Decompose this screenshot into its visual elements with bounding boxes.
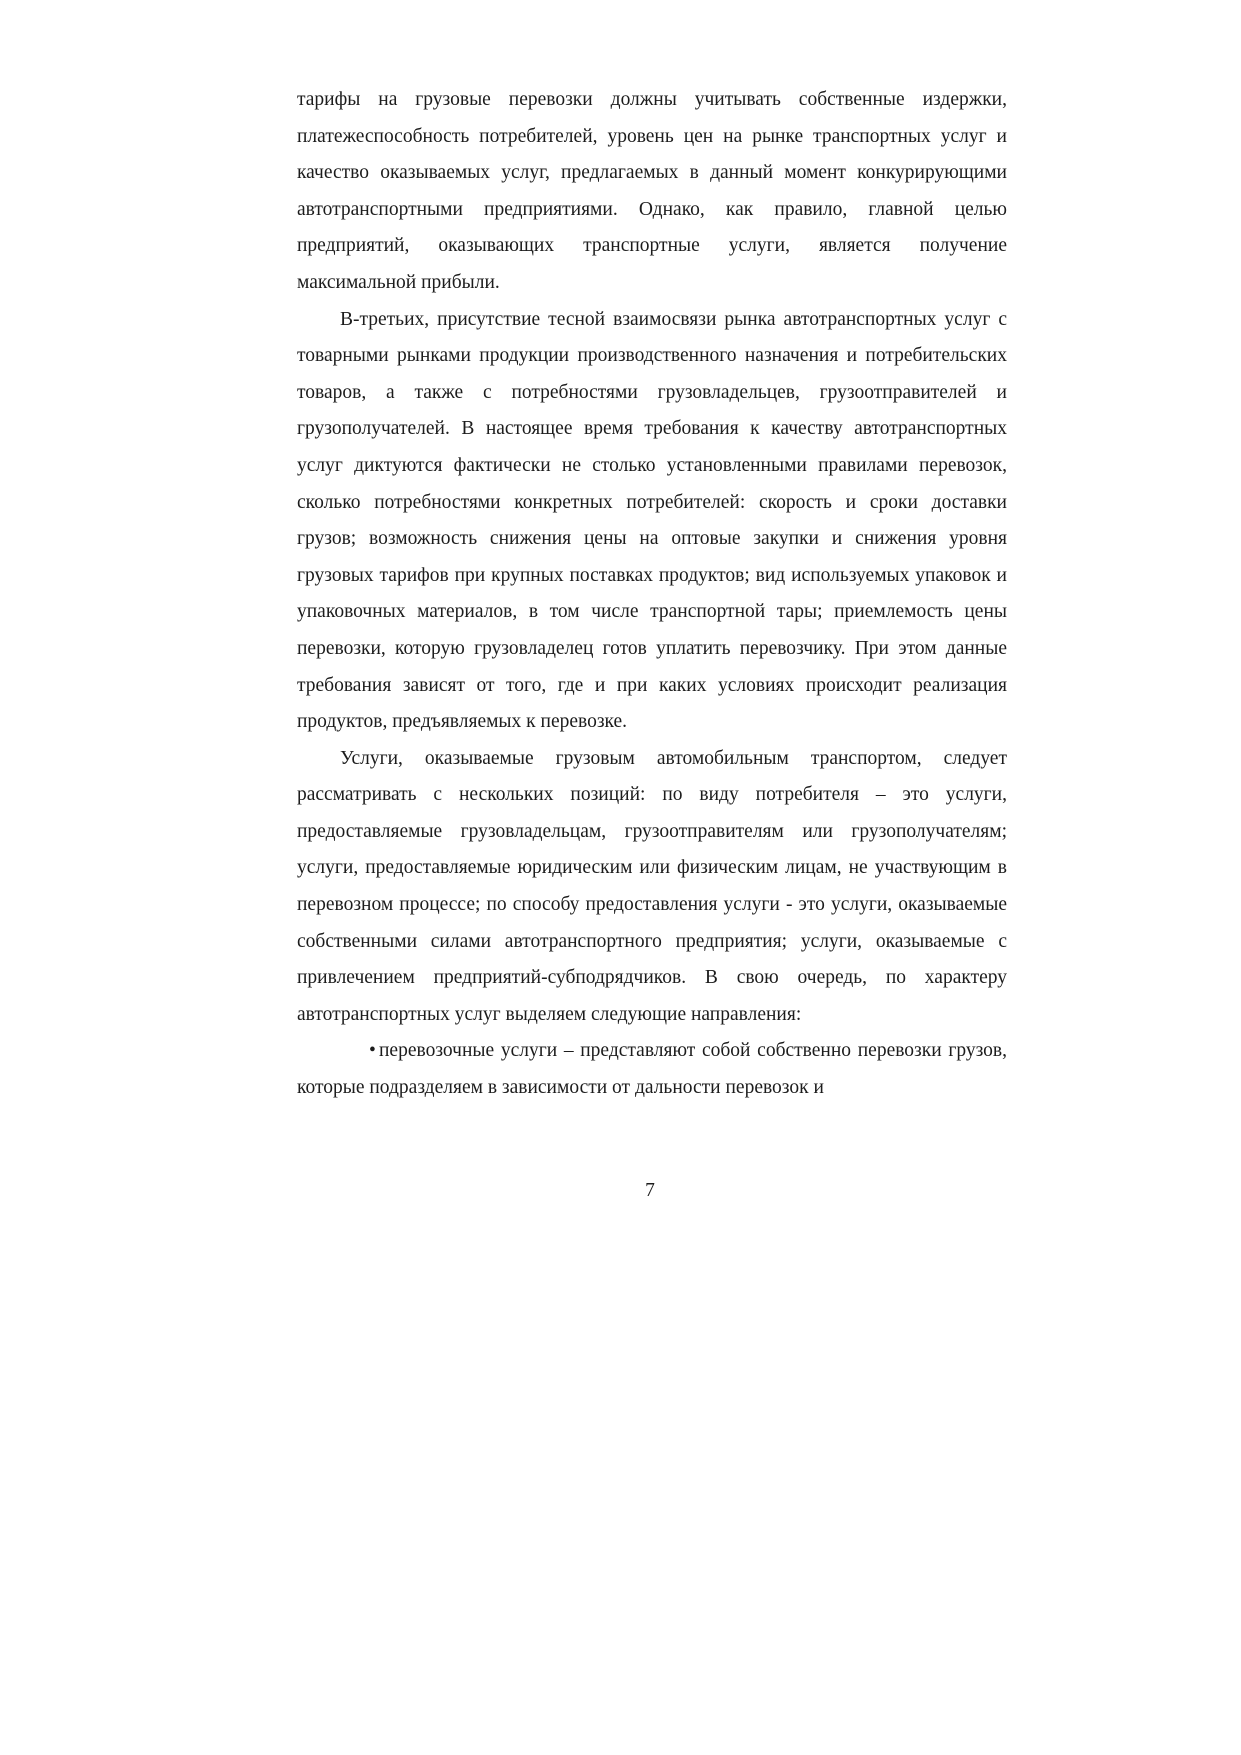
paragraph-third-point: В-третьих, присутствие тесной взаимосвязи рынка автотранспортных услуг с товарными рынками продукции производственного назначения и потребительских товаров, а также с потребностями грузовладельцев, грузоотправителей и грузополучателей. В настоящее время требования к качеству автотранспортных услуг диктуются фактически не столько установленными правилами перевозок, сколько потребностями конкретных потребителей: скорость и сроки доставки грузов; возможность снижения цены на оптовые закупки и снижения уровня грузовых тарифов при крупных поставках продуктов; вид используемых упаковок и упаковочных материалов, в том числе транспортной тары; приемлемость цены перевозки, которую грузовладелец готов уплатить перевозчику. При этом данные требования зависят от того, где и при каких условиях происходит реализация продуктов, предъявляемых к перевозке. xyxy=(297,308,1007,733)
bullet-icon: • xyxy=(369,1040,376,1062)
bullet-text: перевозочные услуги – представляют собой собственно перевозки грузов, которые подразделяем в зависимости от дальности перевозок и xyxy=(297,1040,1007,1099)
bullet-item xyxy=(297,1033,1007,1106)
body-text xyxy=(297,82,1007,1107)
page-number: 7 xyxy=(645,1180,655,1201)
paragraph-services: Услуги, оказываемые грузовым автомобильным транспортом, следует рассматривать с нескольких позиций: по виду потребителя – это услуги, предоставляемые грузовладельцам, грузоотправителям или грузополучателям; услуги, предоставляемые юридическим или физическим лицам, не участвующим в перевозном процессе; по способу предоставления услуги - это услуги, оказываемые собственными силами автотранспортного предприятия; услуги, оказываемые с привлечением предприятий-субподрядчиков. В свою очередь, по характеру автотранспортных услуг выделяем следующие направления: xyxy=(297,747,1007,1025)
paragraph-continuation: тарифы на грузовые перевозки должны учитывать собственные издержки, платежеспособность потребителей, уровень цен на рынке транспортных услуг и качество оказываемых услуг, предлагаемых в данный момент конкурирующими автотранспортными предприятиями. Однако, как правило, главной целью предприятий, оказывающих транспортные услуги, является получение максимальной прибыли. xyxy=(297,89,1007,293)
